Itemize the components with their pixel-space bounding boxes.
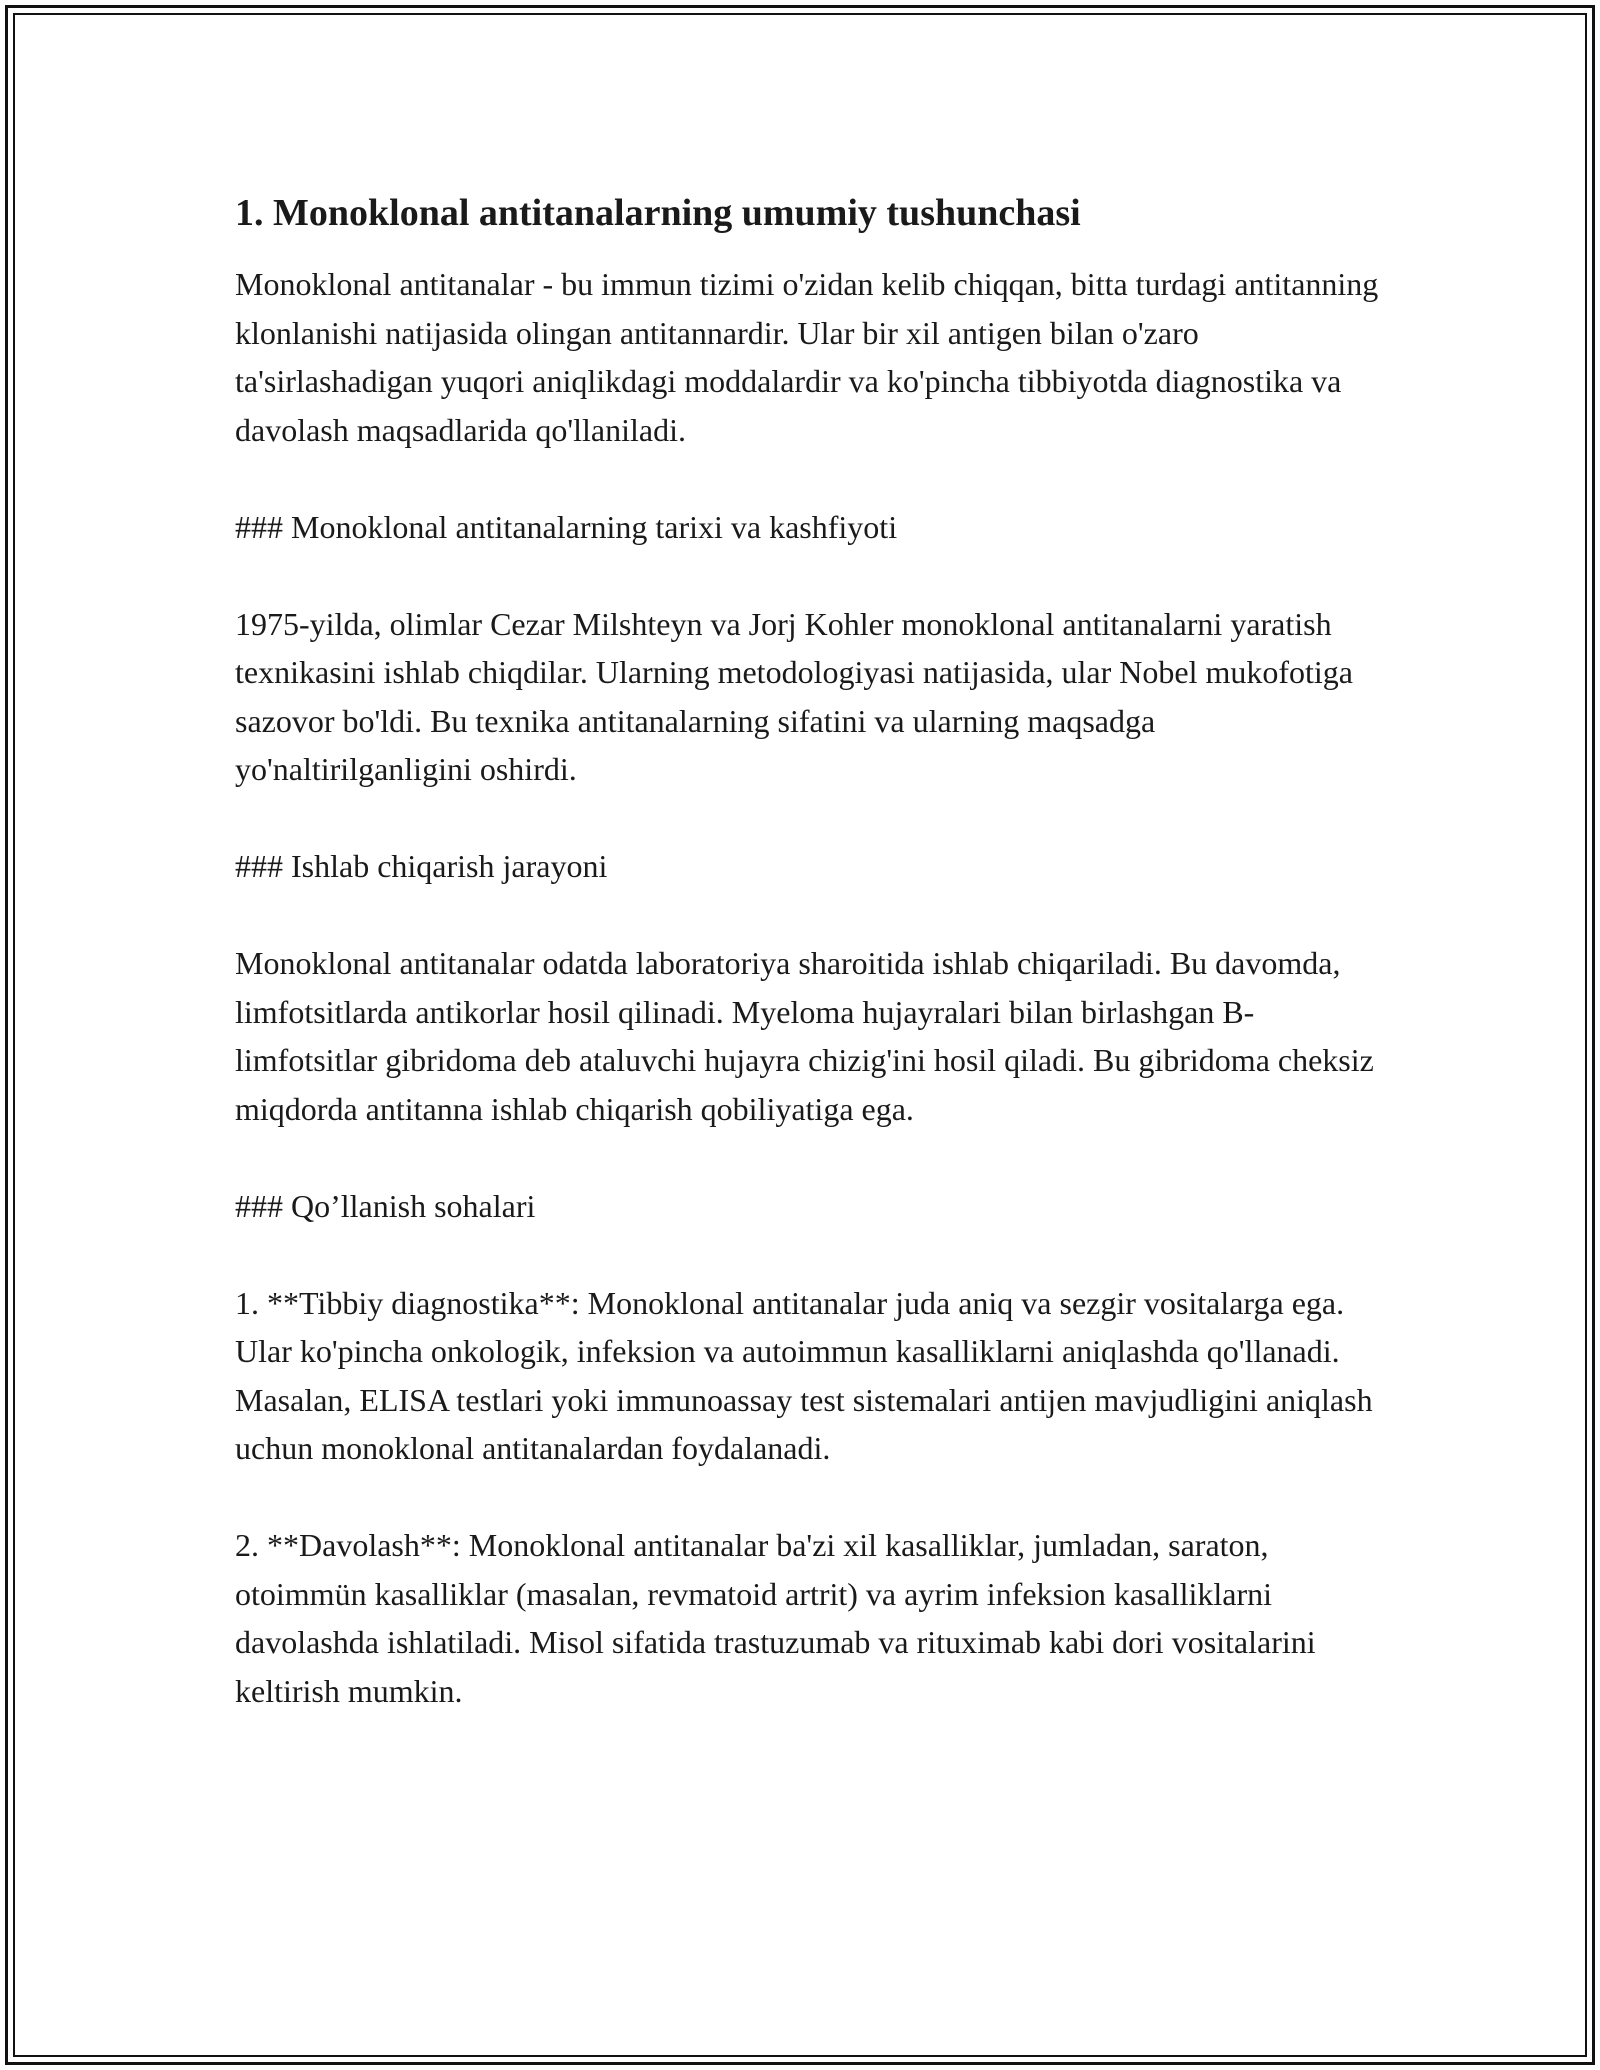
document-body [235, 188, 1385, 1764]
production-paragraph: Monoklonal antitanalar odatda laboratoriya sharoitida ishlab chiqariladi. Bu davomda, limfotsitlarda antikorlar hosil qilinadi. Myeloma hujayralari bilan birlashgan B-limfotsitlar gibridoma deb ataluvchi hujayra chizig'ini hosil qiladi. Bu gibridoma cheksiz miqdorda antitanna ishlab chiqarish qobiliyatiga ega. [235, 945, 1374, 1127]
history-paragraph: 1975-yilda, olimlar Cezar Milshteyn va Jorj Kohler monoklonal antitanalarni yaratish texnikasini ishlab chiqdilar. Ularning metodologiyasi natijasida, ular Nobel mukofotiga sazovor bo'ldi. Bu texnika antitanalarning sifatini va ularning maqsadga yo'naltirilganligini oshirdi. [235, 605, 1353, 787]
section-heading-production: ### Ishlab chiqarish jarayoni [235, 848, 608, 884]
section-heading-history: ### Monoklonal antitanalarning tarixi va kashfiyoti [235, 508, 898, 545]
document-title: 1. Monoklonal antitanalarning umumiy tushunchasi [235, 192, 1081, 234]
applications-item-treatment: 2. **Davolash**: Monoklonal antitanalar ba'zi xil kasalliklar, jumladan, saraton, otoimmün kasalliklar (masalan, revmatoid artrit) va ayrim infeksion kasalliklarni davolashda ishlatiladi. Misol sifatida trastuzumab va rituximab kabi dori vositalarini keltirish mumkin. [235, 1527, 1316, 1709]
applications-item-diagnostics: 1. **Tibbiy diagnostika**: Monoklonal antitanalar juda aniq va sezgir vositalarga ega. Ular ko'pincha onkologik, infeksion va autoimmun kasalliklarni aniqlashda qo'llanadi. Masalan, ELISA testlari yoki immunoassay test sistemalari antijen mavjudligini aniqlash uchun monoklonal antitanalardan foydalanadi. [235, 1284, 1373, 1466]
intro-paragraph: Monoklonal antitanalar - bu immun tizimi o'zidan kelib chiqqan, bitta turdagi antitanning klonlanishi natijasida olingan antitannardir. Ular bir xil antigen bilan o'zaro ta'sirlashadigan yuqori aniqlikdagi moddalardir va ko'pincha tibbiyotda diagnostika va davolash maqsadlarida qo'llaniladi. [235, 266, 1379, 448]
section-heading-applications: ### Qo’llanish sohalari [235, 1187, 536, 1224]
